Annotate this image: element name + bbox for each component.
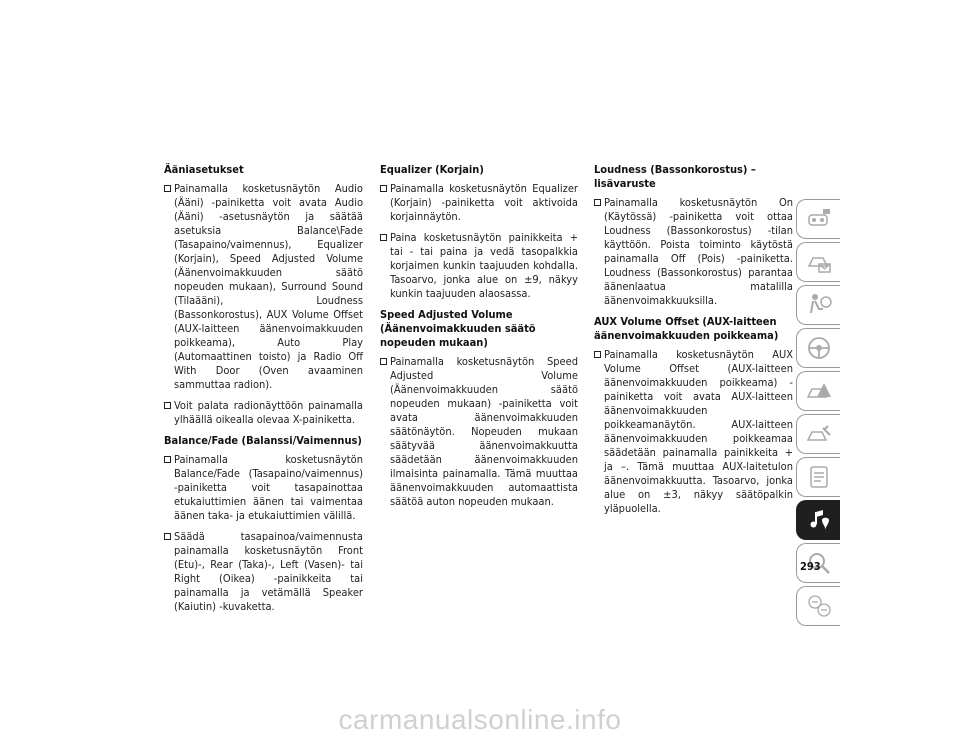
multimedia-icon: [805, 506, 833, 534]
square-bullet-icon: [594, 199, 601, 206]
watermark: carmanualsonline.info: [338, 704, 622, 735]
bullet-text: Painamalla kosketusnäytön Speed Adjusted Volume (Äänenvoimakkuuden säätö nopeuden mukaan) -painiketta voit avata äänenvoimakkuuden säätönäytön. Nopeuden mukaan säätyvää äänenvoimakkuutta säädetään äänenvoimakkuuden ilmaisinta painamalla. Tämä muuttaa äänenvoimakkuuden automaattista säätöä auton nopeuden mukaan.: [390, 355, 578, 508]
car-service-icon: [805, 420, 833, 448]
bullet-text: Voit palata radionäyttöön painamalla ylhäällä oikealla olevaa X-painiketta.: [174, 399, 363, 426]
square-bullet-icon: [164, 533, 171, 540]
tab-languages[interactable]: [796, 586, 840, 626]
bullet-item: [594, 196, 793, 308]
section-heading: Loudness (Bassonkorostus) – lisävaruste: [594, 163, 756, 190]
bullet-item: [594, 348, 793, 516]
tab-starting-operating[interactable]: [796, 328, 840, 368]
bullet-text: Painamalla kosketusnäytön Equalizer (Korjain) -painiketta voit aktivoida korjainnäytön.: [390, 182, 578, 223]
section-heading: Ääniasetukset: [164, 163, 244, 176]
column-2: [380, 163, 578, 516]
bullet-text: Paina kosketusnäytön painikkeita + tai - tai paina ja vedä tasopalkkia korjaimen kunkin taajuuden kohdalla. Tasoarvo, jonka alue on ±9, näkyy kunkin taajuuden alaosassa.: [390, 231, 578, 300]
square-bullet-icon: [380, 234, 387, 241]
bullet-item: [380, 355, 578, 509]
tab-servicing[interactable]: [796, 414, 840, 454]
square-bullet-icon: [164, 402, 171, 409]
square-bullet-icon: [380, 358, 387, 365]
bullet-item: [164, 182, 363, 392]
section-heading: Balance/Fade (Balanssi/Vaimennus): [164, 434, 362, 447]
tab-messages[interactable]: [796, 242, 840, 282]
tab-getting-to-know-vehicle[interactable]: [796, 199, 840, 239]
bullet-item: [380, 182, 578, 224]
square-bullet-icon: [380, 185, 387, 192]
tab-technical-specifications[interactable]: [796, 457, 840, 497]
bullet-item: [164, 530, 363, 614]
bullet-item: [164, 399, 363, 427]
car-dashboard-icon: [805, 205, 833, 233]
car-warning-icon: [805, 377, 833, 405]
section-heading: AUX Volume Offset (AUX-laitteen äänenvoimakkuuden poikkeama): [594, 315, 779, 342]
square-bullet-icon: [164, 185, 171, 192]
section-heading: Equalizer (Korjain): [380, 163, 484, 176]
car-message-icon: [805, 248, 833, 276]
bullet-item: [380, 231, 578, 301]
square-bullet-icon: [594, 351, 601, 358]
column-1: [164, 163, 363, 621]
bullet-text: Painamalla kosketusnäytön Audio (Ääni) -painiketta voit avata Audio (Ääni) -asetusnäytön ja säätää asetuksia Balance\Fade (Tasapaino/vaimennus), Equalizer (Korjain), Speed Adjusted Volume (Äänenvoimakkuuden säätö nopeuden mukaan), Surround Sound (Tilaääni), Loudness (Bassonkorostus), AUX Volume Offset (AUX-laitteen äänenvoimakkuuden poikkeama), Auto Play (Automaattinen toisto) ja Radio Off With Door (Oven avaaminen sammuttaa radion).: [174, 182, 363, 391]
section-heading: Speed Adjusted Volume (Äänenvoimakkuuden säätö nopeuden mukaan): [380, 308, 536, 349]
bullet-text: Painamalla kosketusnäytön On (Käytössä) -painiketta voit ottaa Loudness (Bassonkorostus) -tilan käyttöön. Poista toiminto käytöstä painamalla Off (Pois) -painiketta. Loudness (Bassonkorostus) parantaa äänenlaatua matalilla äänenvoimakkuuksilla.: [604, 196, 793, 307]
tab-emergency[interactable]: [796, 371, 840, 411]
specifications-icon: [805, 463, 833, 491]
bullet-text: Painamalla kosketusnäytön Balance/Fade (Tasapaino/vaimennus) -painiketta voit tasapainottaa etukaiuttimien äänen tai vaimentaa äänen taka- ja etukaiuttimien välillä.: [174, 453, 363, 522]
bullet-text: Painamalla kosketusnäytön AUX Volume Offset (AUX-laitteen äänenvoimakkuuden poikkeama) -painiketta voit avata AUX-laitteen äänenvoimakkuuden poikkeamanäytön. AUX-laitteen äänenvoimakkuuden poikkeamaa säädetään painamalla painikkeita + ja –. Tämä muuttaa AUX-laitetulon äänenvoimakkuutta. Tasoarvo, jonka alue on ±3, näkyy säätöpalkin yläpuolella.: [604, 348, 793, 515]
airbag-icon: [805, 291, 833, 319]
bullet-item: [164, 453, 363, 523]
square-bullet-icon: [164, 456, 171, 463]
page-number: 293: [800, 560, 821, 573]
column-3: [594, 163, 793, 523]
tab-multimedia[interactable]: [796, 500, 840, 540]
tab-safety[interactable]: [796, 285, 840, 325]
language-icon: [805, 592, 833, 620]
bullet-text: Säädä tasapainoa/vaimennusta painamalla kosketusnäytön Front (Etu)-, Rear (Taka)-, Left (Vasen)- tai Right (Oikea) -painikkeita tai painamalla ja vetämällä Speaker (Kaiutin) -kuvaketta.: [174, 530, 363, 613]
steering-wheel-icon: [805, 334, 833, 362]
